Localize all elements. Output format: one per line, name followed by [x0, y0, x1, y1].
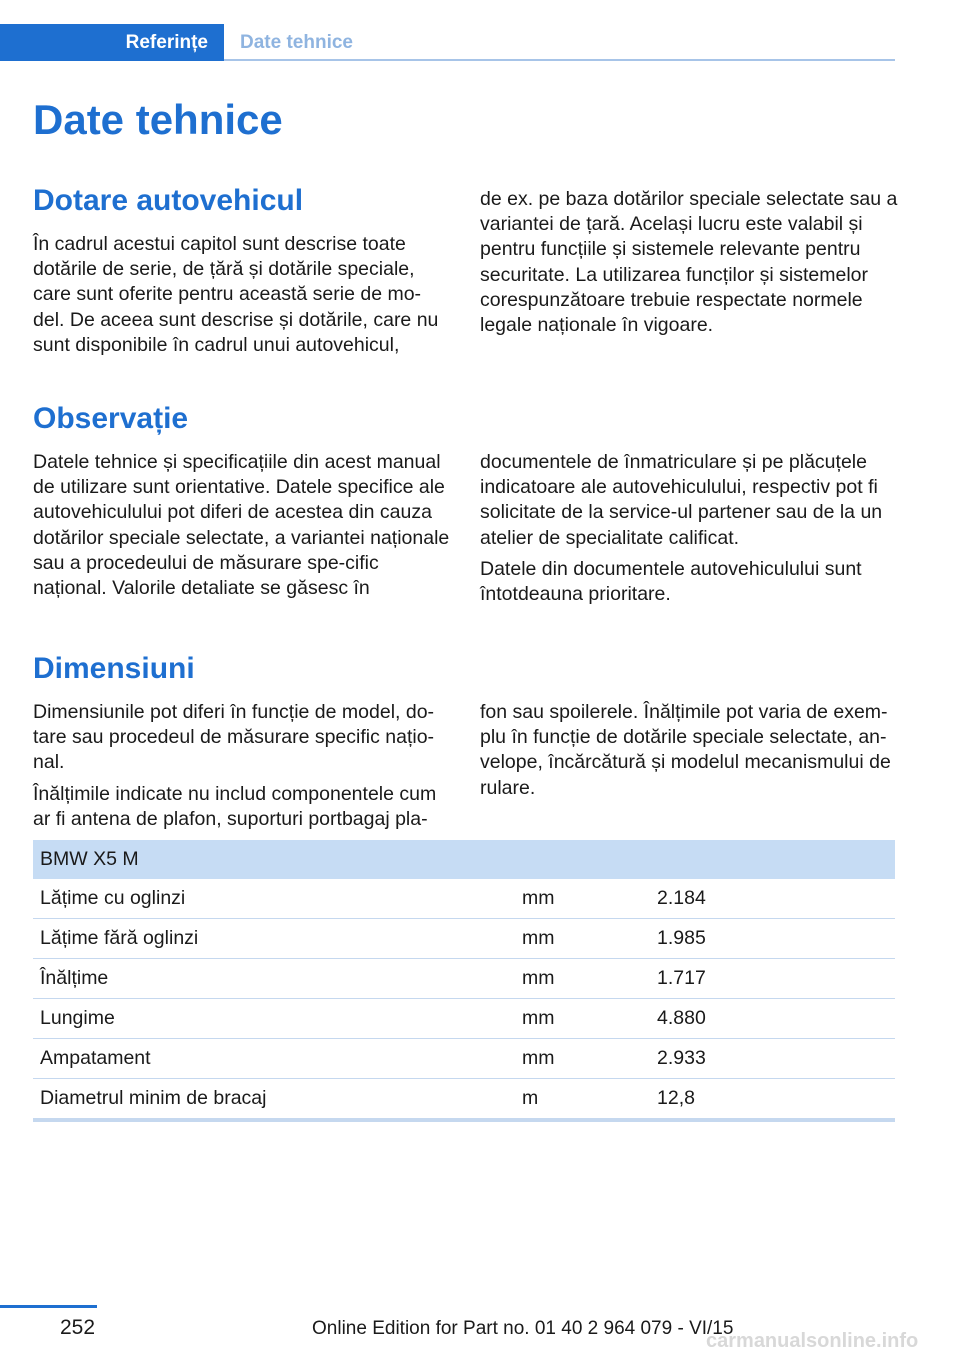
paragraph: fon sau spoilerele. Înălțimile pot varia de exem-plu în funcție de dotările speciale selectate, an-velope, încărcătură și modelul mecanismului de rulare.: [480, 701, 891, 799]
dimensiuni-text-left: [33, 700, 451, 838]
row-unit: mm: [515, 919, 650, 959]
table-row: [33, 879, 895, 919]
paragraph: Datele din documentele autovehiculului sunt întotdeauna prioritare.: [480, 557, 862, 606]
row-label: Lungime: [33, 999, 515, 1039]
page-number: 252: [60, 1316, 96, 1339]
edition-text: Online Edition for Part no. 01 40 2 964 079 - VI/15: [312, 1318, 734, 1339]
header-bar: [0, 24, 895, 61]
row-unit: mm: [515, 879, 650, 919]
section-heading-observatie: Observație: [33, 402, 189, 435]
observatie-text-right: [480, 450, 898, 613]
row-value: 1.985: [650, 919, 895, 959]
dimensions-table: [33, 840, 895, 1122]
row-value: 2.933: [650, 1039, 895, 1079]
paragraph: Înălțimile indicate nu includ componentele cum ar fi antena de plafon, suporturi portbagaj pla-: [33, 782, 437, 830]
table-row: [33, 1039, 895, 1079]
row-unit: mm: [515, 1039, 650, 1079]
table-row: [33, 959, 895, 999]
row-unit: m: [515, 1079, 650, 1121]
paragraph: documentele de înmatriculare și pe plăcuțele indicatoare ale autovehiculului, respectiv pot fi solicitate de la service-ul partener sau de la un atelier de specialitate calificat.: [480, 451, 883, 549]
section-heading-dotare: Dotare autovehicul: [33, 184, 304, 217]
table-header-row: [33, 840, 895, 879]
row-unit: mm: [515, 959, 650, 999]
footer-divider: [0, 1305, 97, 1308]
row-unit: mm: [515, 999, 650, 1039]
tab-date-tehnice[interactable]: Date tehnice: [240, 31, 353, 53]
observatie-text-left: [33, 450, 451, 607]
row-label: Ampatament: [33, 1039, 515, 1079]
table-row: [33, 919, 895, 959]
section-heading-dimensiuni: Dimensiuni: [33, 652, 195, 685]
table-title: BMW X5 M: [33, 840, 895, 879]
row-value: 2.184: [650, 879, 895, 919]
row-value: 1.717: [650, 959, 895, 999]
paragraph: Dimensiunile pot diferi în funcție de model, do-tare sau procedeul de măsurare specific națio-nal.: [33, 701, 435, 774]
table-row: [33, 999, 895, 1039]
row-label: Înălțime: [33, 959, 515, 999]
row-label: Lățime cu oglinzi: [33, 879, 515, 919]
paragraph: de ex. pe baza dotărilor speciale selectate sau a variantei de țară. Același lucru este valabil și pentru funcțiile și sistemele relevante pentru securitate. La utilizarea funcților și sistemelor corespunzătoare trebuie respectate normele legale naționale în vigoare.: [480, 188, 898, 337]
table-row: [33, 1079, 895, 1121]
row-value: 4.880: [650, 999, 895, 1039]
paragraph: În cadrul acestui capitol sunt descrise toate dotările de serie, de țără și dotările speciale, care sunt oferite pentru această serie de mo-del. De aceea sunt descrise și dotările, care nu sunt disponibile în cadrul unui autovehicul,: [33, 233, 439, 356]
dotare-text-right: [480, 187, 898, 344]
dimensiuni-text-right: [480, 700, 898, 807]
tab-referinte[interactable]: Referințe: [0, 24, 224, 61]
page-title: Date tehnice: [33, 96, 283, 143]
paragraph: Datele tehnice și specificațiile din acest manual de utilizare sunt orientative. Datele specifice ale autovehiculului pot diferi de acestea din cauza dotărilor speciale selectate, a variantei naționale sau a procedeului de măsurare spe-cific național. Valorile detaliate se găsesc în: [33, 451, 450, 600]
row-value: 12,8: [650, 1079, 895, 1121]
row-label: Diametrul minim de bracaj: [33, 1079, 515, 1121]
watermark: carmanualsonline.info: [706, 1330, 919, 1352]
row-label: Lățime fără oglinzi: [33, 919, 515, 959]
header-divider: [224, 59, 895, 61]
dotare-text-left: [33, 232, 451, 364]
